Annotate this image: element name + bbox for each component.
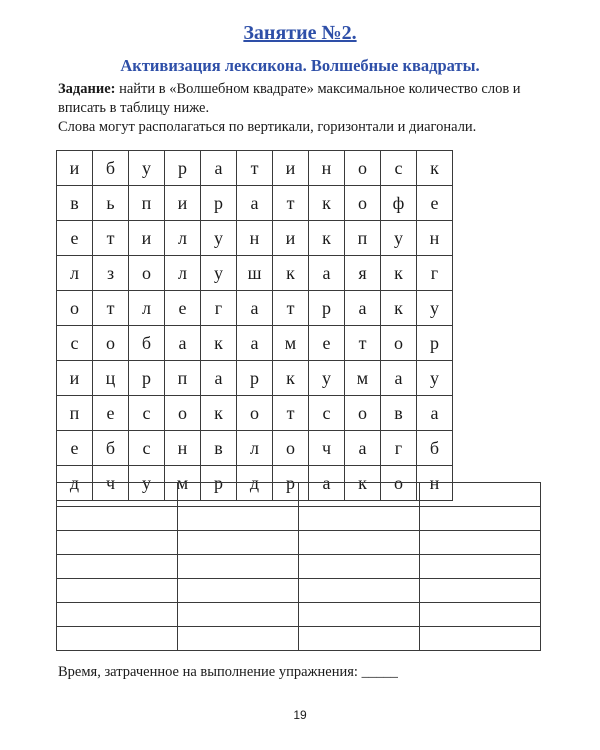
grid-cell: ш [237,256,273,291]
answer-cell[interactable] [178,483,299,507]
grid-row [57,256,453,291]
grid-cell: я [345,256,381,291]
grid-cell: к [273,361,309,396]
answer-cell[interactable] [299,555,420,579]
grid-cell: и [273,221,309,256]
grid-cell: и [165,186,201,221]
grid-cell: и [273,151,309,186]
grid-cell: б [129,326,165,361]
grid-cell: т [273,291,309,326]
grid-cell: ф [381,186,417,221]
grid-cell: о [345,186,381,221]
grid-cell: м [345,361,381,396]
grid-cell: н [237,221,273,256]
answer-cell[interactable] [57,531,178,555]
answer-cell[interactable] [299,507,420,531]
answer-cell[interactable] [420,507,541,531]
answer-cell[interactable] [420,483,541,507]
grid-cell: е [417,186,453,221]
answer-cell[interactable] [299,579,420,603]
answer-cell[interactable] [178,555,299,579]
answer-input[interactable] [299,531,419,554]
grid-cell: ь [93,186,129,221]
grid-cell: т [237,151,273,186]
grid-cell: ч [93,466,129,501]
grid-cell: у [129,466,165,501]
grid-cell: с [129,431,165,466]
answer-cell[interactable] [57,603,178,627]
grid-cell: л [165,256,201,291]
grid-cell: п [165,361,201,396]
grid-cell: о [345,151,381,186]
answer-input[interactable] [57,627,177,650]
grid-row [57,186,453,221]
answer-input[interactable] [57,531,177,554]
answer-cell[interactable] [299,483,420,507]
grid-cell: е [165,291,201,326]
answer-cell[interactable] [178,507,299,531]
answer-row [57,579,541,603]
grid-cell: м [273,326,309,361]
grid-cell: к [381,291,417,326]
grid-cell: г [201,291,237,326]
answer-input[interactable] [299,603,419,626]
grid-row [57,151,453,186]
grid-cell: а [345,291,381,326]
grid-cell: д [57,466,93,501]
grid-cell: е [57,221,93,256]
grid-cell: к [309,186,345,221]
page-subtitle: Активизация лексикона. Волшебные квадраты. [120,56,480,75]
grid-cell: ц [93,361,129,396]
magic-square-grid [56,150,453,501]
answer-cell[interactable] [57,555,178,579]
answer-cell[interactable] [57,507,178,531]
grid-cell: н [309,151,345,186]
grid-cell: т [273,186,309,221]
grid-cell: л [165,221,201,256]
answer-row [57,531,541,555]
grid-cell: о [57,291,93,326]
grid-cell: а [201,361,237,396]
grid-cell: в [381,396,417,431]
grid-cell: о [345,396,381,431]
grid-cell: п [129,186,165,221]
answer-input[interactable] [178,555,298,578]
answer-cell[interactable] [178,603,299,627]
grid-cell: к [201,396,237,431]
grid-cell: и [129,221,165,256]
answer-cell[interactable] [57,483,178,507]
task-text: найти в «Волшебном квадрате» максимальное количество слов и вписать в таблицу ниже. [58,81,521,116]
grid-cell: е [93,396,129,431]
answer-cell[interactable] [299,531,420,555]
grid-cell: у [129,151,165,186]
answer-input[interactable] [178,483,298,506]
grid-cell: т [273,396,309,431]
grid-cell: р [165,151,201,186]
grid-cell: п [345,221,381,256]
task-instructions [58,80,558,137]
task-note: Слова могут располагаться по вертикали, горизонтали и диагонали. [58,119,477,135]
grid-cell: к [381,256,417,291]
grid-cell: а [309,466,345,501]
grid-cell: а [237,326,273,361]
grid-cell: а [165,326,201,361]
answer-input[interactable] [299,507,419,530]
grid-row [57,326,453,361]
answer-input[interactable] [57,507,177,530]
answer-table [56,482,541,651]
grid-cell: а [237,186,273,221]
grid-cell: р [417,326,453,361]
grid-cell: а [309,256,345,291]
grid-cell: у [417,291,453,326]
grid-cell: г [381,431,417,466]
grid-cell: у [201,256,237,291]
answer-input[interactable] [178,579,298,602]
grid-cell: г [417,256,453,291]
answer-row [57,507,541,531]
answer-input[interactable] [420,555,540,578]
grid-cell: у [381,221,417,256]
grid-cell: и [57,361,93,396]
grid-cell: т [93,291,129,326]
answer-cell[interactable] [420,531,541,555]
grid-cell: н [417,466,453,501]
grid-cell: з [93,256,129,291]
answer-cell[interactable] [299,627,420,651]
grid-cell: д [237,466,273,501]
grid-cell: а [417,396,453,431]
answer-row [57,483,541,507]
answer-cell[interactable] [299,603,420,627]
grid-cell: р [273,466,309,501]
grid-cell: а [201,151,237,186]
answer-input[interactable] [178,603,298,626]
grid-row [57,221,453,256]
grid-cell: к [345,466,381,501]
grid-cell: у [309,361,345,396]
grid-cell: л [57,256,93,291]
task-label: Задание: [58,81,116,97]
answer-cell[interactable] [420,627,541,651]
grid-cell: е [57,431,93,466]
grid-cell: о [165,396,201,431]
grid-cell: в [201,431,237,466]
time-spent-line: Время, затраченное на выполнение упражнения: _____ [58,664,398,680]
grid-cell: о [129,256,165,291]
answer-input[interactable] [420,507,540,530]
grid-cell: к [273,256,309,291]
grid-row [57,431,453,466]
answer-cell[interactable] [420,579,541,603]
answer-input[interactable] [57,555,177,578]
answer-input[interactable] [57,579,177,602]
grid-cell: о [381,466,417,501]
answer-input[interactable] [178,531,298,554]
answer-input[interactable] [57,483,177,506]
grid-cell: ч [309,431,345,466]
grid-cell: в [57,186,93,221]
grid-cell: п [57,396,93,431]
grid-cell: с [129,396,165,431]
answer-cell[interactable] [178,531,299,555]
grid-cell: н [417,221,453,256]
grid-cell: б [93,431,129,466]
grid-cell: у [417,361,453,396]
page-number: 19 [293,708,307,722]
answer-cell[interactable] [57,579,178,603]
grid-row [57,396,453,431]
grid-cell: н [165,431,201,466]
answer-row [57,627,541,651]
grid-row [57,291,453,326]
grid-cell: м [165,466,201,501]
grid-cell: и [57,151,93,186]
grid-cell: с [309,396,345,431]
grid-cell: б [93,151,129,186]
answer-cell[interactable] [420,555,541,579]
grid-cell: л [237,431,273,466]
grid-row [57,361,453,396]
page-title: Занятие №2. [243,22,357,44]
grid-cell: с [57,326,93,361]
answer-input[interactable] [178,507,298,530]
answer-input[interactable] [299,483,419,506]
grid-cell: р [129,361,165,396]
grid-cell: о [273,431,309,466]
answer-cell[interactable] [178,579,299,603]
grid-cell: л [129,291,165,326]
grid-cell: р [201,466,237,501]
grid-cell: а [237,291,273,326]
grid-cell: а [381,361,417,396]
grid-cell: б [417,431,453,466]
grid-cell: к [201,326,237,361]
answer-input[interactable] [299,627,419,650]
answer-input[interactable] [420,627,540,650]
answer-row [57,603,541,627]
answer-input[interactable] [420,603,540,626]
grid-cell: о [381,326,417,361]
grid-cell: к [417,151,453,186]
grid-cell: к [309,221,345,256]
grid-cell: р [201,186,237,221]
answer-input[interactable] [420,531,540,554]
grid-cell: о [237,396,273,431]
answer-input[interactable] [420,483,540,506]
answer-input[interactable] [178,627,298,650]
answer-input[interactable] [299,555,419,578]
answer-input[interactable] [57,603,177,626]
grid-cell: т [93,221,129,256]
answer-input[interactable] [299,579,419,602]
grid-cell: р [237,361,273,396]
answer-input[interactable] [420,579,540,602]
grid-cell: у [201,221,237,256]
grid-cell: р [309,291,345,326]
answer-row [57,555,541,579]
grid-cell: е [309,326,345,361]
answer-cell[interactable] [57,627,178,651]
answer-cell[interactable] [178,627,299,651]
grid-cell: т [345,326,381,361]
answer-cell[interactable] [420,603,541,627]
grid-cell: с [381,151,417,186]
grid-cell: а [345,431,381,466]
grid-cell: о [93,326,129,361]
